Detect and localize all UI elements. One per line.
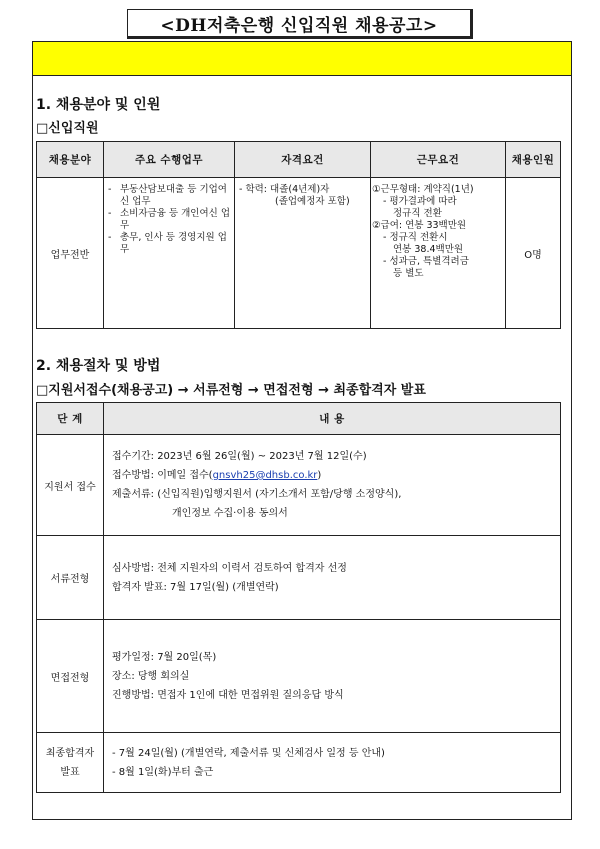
content-cell: 심사방법: 전체 지원자의 이력서 검토하여 합격자 선정 합격자 발표: 7월 17일(월) (개별연락): [104, 536, 561, 620]
list-item: - 총무, 인사 등 경영지원 업무: [108, 232, 227, 255]
page-title: <DH저축은행 신입직원 채용공고>: [127, 9, 473, 39]
header-work-conditions: 근무요건: [371, 142, 506, 178]
content-cell: - 7월 24일(월) (개별연락, 제출서류 및 신체검사 일정 등 안내) - 8월 1일(화)부터 출근: [104, 733, 561, 793]
list-item: - 소비자금융 등 개인여신 업무: [108, 208, 231, 231]
table-row: [37, 435, 561, 536]
header-stage: 단 계: [37, 403, 104, 435]
stage-cell: 면접전형: [37, 620, 104, 733]
table-header-row: [37, 403, 561, 435]
table-row: [37, 620, 561, 733]
table-header-row: [37, 142, 561, 178]
qualification-cell: - 학력: 대졸(4년제)자 (졸업예정자 포함): [235, 178, 371, 329]
section1-sub: □신입직원: [36, 121, 99, 136]
section1-heading: 1. 채용분야 및 인원: [36, 97, 161, 113]
headcount-cell: O명: [506, 178, 561, 329]
duties-cell: [104, 178, 235, 329]
positions-table: [36, 141, 561, 329]
section2-heading: 2. 채용절차 및 방법: [36, 358, 161, 374]
table-row: [37, 178, 561, 329]
header-field: 채용분야: [37, 142, 104, 178]
stage-cell: 지원서 접수: [37, 435, 104, 536]
table-row: [37, 733, 561, 793]
list-item: - 부동산담보대출 등 기업여신 업무: [108, 184, 227, 207]
procedure-table: [36, 402, 561, 793]
field-cell: 업무전반: [37, 178, 104, 329]
content-cell: 접수기간: 2023년 6월 26일(월) ~ 2023년 7월 12일(수) 접수방법: 이메일 접수(gnsvh25@dhsb.co.kr) 제출서류: (신입직원)입행지원서 (자기소개서 포함/당행 소정양식), 개인정보 수집·이용 동의서: [104, 435, 561, 536]
section2-sub: □지원서접수(채용공고) → 서류전형 → 면접전형 → 최종합격자 발표: [36, 383, 426, 398]
work-conditions-cell: ①근무형태: 계약직(1년) - 평가결과에 따라 정규직 전환 ②급여: 연봉 33백만원 - 정규직 전환시 연봉 38.4백만원 - 성과금, 특별격려금 등 별도: [371, 178, 506, 329]
yellow-banner: [33, 42, 571, 76]
header-headcount: 채용인원: [506, 142, 561, 178]
header-qualification: 자격요건: [235, 142, 371, 178]
header-content: 내 용: [104, 403, 561, 435]
table-row: [37, 536, 561, 620]
stage-cell: 서류전형: [37, 536, 104, 620]
header-duties: 주요 수행업무: [104, 142, 235, 178]
content-cell: 평가일정: 7월 20일(목) 장소: 당행 회의실 진행방법: 면접자 1인에 대한 면접위원 질의응답 방식: [104, 620, 561, 733]
email-link[interactable]: gnsvh25@dhsb.co.kr: [212, 470, 318, 481]
stage-cell: 최종합격자 발표: [37, 733, 104, 793]
